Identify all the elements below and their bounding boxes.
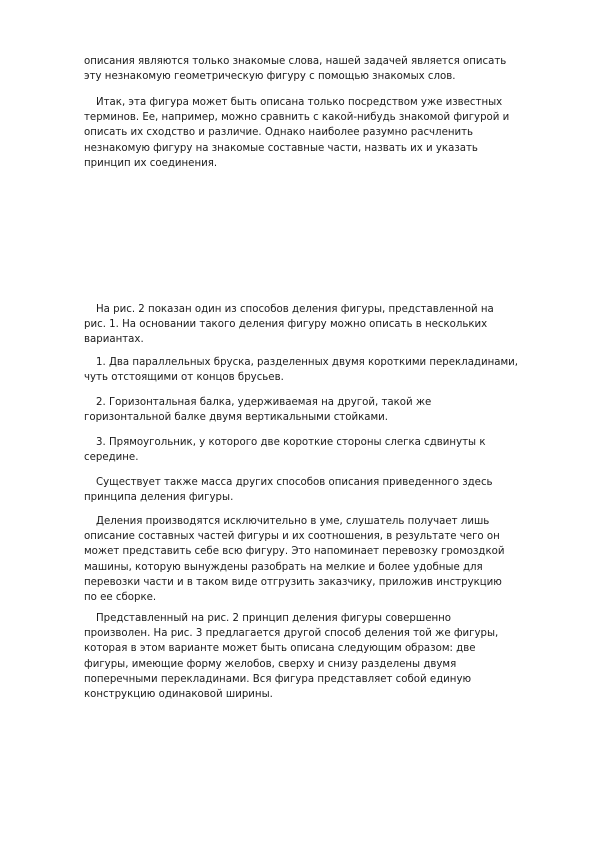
text-line: может представить себе всю фигуру. Это напоминает перевозку громоздкой xyxy=(84,546,505,558)
text-line: Существует также масса других способов описания приведенного здесь xyxy=(96,477,493,488)
text-line: 3. Прямоугольник, у которого две короткие стороны слегка сдвинуты к xyxy=(96,437,486,448)
text-line: На рис. 2 показан один из способов деления фигуры, представленной на xyxy=(96,304,494,315)
text-line: по ее сборке. xyxy=(84,591,157,603)
text-line: произволен. На рис. 3 предлагается другой способ деления той же фигуры, xyxy=(84,628,499,640)
paragraph-itak xyxy=(84,95,564,171)
paragraph-variant-2 xyxy=(84,395,564,425)
text-line: машины, которую вынуждены разобрать на мелкие и более удобные для xyxy=(84,561,483,573)
text-line: Представленный на рис. 2 принцип деления фигуры совершенно xyxy=(96,613,452,624)
paragraph-intro-continued xyxy=(84,54,564,84)
paragraph-ris2 xyxy=(84,302,564,348)
text-line: чуть отстоящими от концов брусьев. xyxy=(84,372,284,384)
text-line: описание составных частей фигуры и их соотношения, в результате чего он xyxy=(84,531,500,543)
paragraph-variant-3 xyxy=(84,435,564,465)
text-line: перевозки части и в таком виде отгрузить заказчику, приложив инструкцию xyxy=(84,576,502,588)
text-line: середине. xyxy=(84,452,139,464)
text-line: рис. 1. На основании такого деления фигуру можно описать в нескольких xyxy=(84,319,488,331)
text-line: вариантах. xyxy=(84,334,144,346)
paragraph-predstavlennyi xyxy=(84,611,564,702)
text-line: незнакомую фигуру на знакомые составные части, назвать их и указать xyxy=(84,142,478,154)
paragraph-variant-1 xyxy=(84,355,564,385)
text-line: принципа деления фигуры. xyxy=(84,492,234,504)
text-line: описания являются только знакомые слова, нашей задачей является описать xyxy=(84,56,507,67)
text-line: фигуры, имеющие форму желобов, сверху и снизу разделены двумя xyxy=(84,658,457,670)
paragraph-massa xyxy=(84,475,564,505)
text-line: 1. Два параллельных бруска, разделенных двумя короткими перекладинами, xyxy=(96,357,519,368)
text-line: конструкцию одинаковой ширины. xyxy=(84,688,273,700)
text-line: которая в этом варианте может быть описана следующим образом: две xyxy=(84,643,476,655)
text-line: описать их сходство и различие. Однако наиболее разумно расчленить xyxy=(84,127,474,139)
text-line: Итак, эта фигура может быть описана только посредством уже известных xyxy=(96,97,503,108)
text-line: терминов. Ее, например, можно сравнить с какой-нибудь знакомой фигурой и xyxy=(84,112,510,124)
text-line: эту незнакомую геометрическую фигуру с помощью знакомых слов. xyxy=(84,71,456,83)
text-line: горизонтальной балке двумя вертикальными стойками. xyxy=(84,412,389,424)
paragraph-delenie xyxy=(84,514,564,605)
text-line: Деления производятся исключительно в уме, слушатель получает лишь xyxy=(96,516,490,527)
text-line: 2. Горизонтальная балка, удерживаемая на другой, такой же xyxy=(96,397,432,408)
text-line: принцип их соединения. xyxy=(84,157,218,169)
text-line: поперечными перекладинами. Вся фигура представляет собой единую xyxy=(84,673,472,685)
